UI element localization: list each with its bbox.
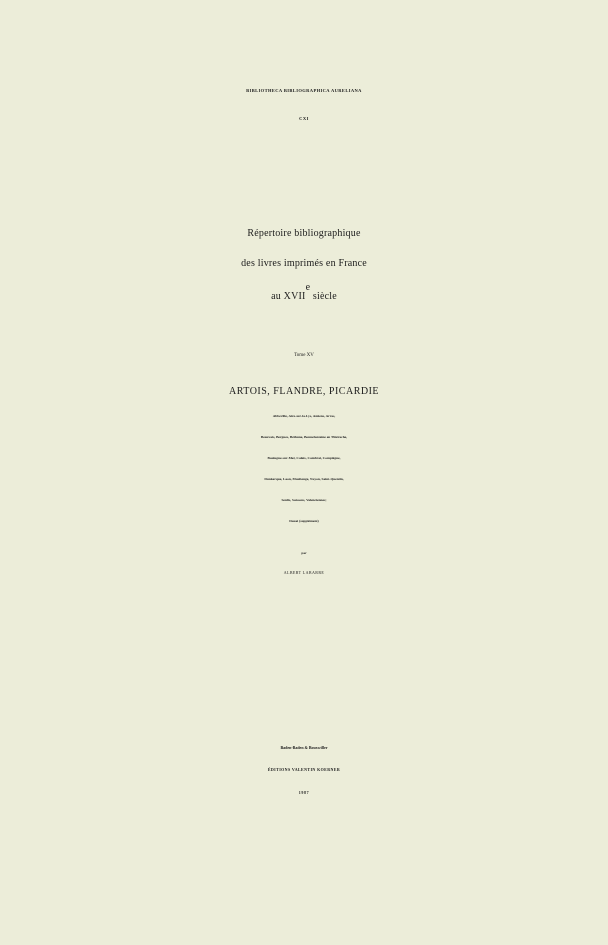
by-label: par: [301, 551, 307, 555]
book-title-line-1: Répertoire bibliographique: [247, 228, 361, 239]
series-title: BIBLIOTHECA BIBLIOGRAPHICA AURELIANA: [246, 88, 362, 93]
century-superscript: e: [305, 282, 311, 293]
series-volume-number: CXI: [299, 116, 309, 121]
city-list-line: Boulogne-sur-Mer, Calais, Cambrai, Compiègne,: [267, 456, 341, 460]
city-list-line: Abbeville, Aire-sur-la-Lys, Amiens, Arras,: [272, 414, 336, 418]
publication-year: 1987: [298, 790, 310, 795]
city-list-line: Beauvais, Bergues, Béthune, Bonnefontaine en Thiérache,: [260, 435, 348, 439]
publisher-name: ÉDITIONS VALENTIN KOERNER: [267, 767, 341, 772]
title-line-3-suffix: siècle: [310, 291, 337, 302]
publication-place: Baden-Baden & Bouxwiller: [280, 745, 328, 750]
book-title-line-3: [0, 282, 608, 302]
title-line-3-prefix: au XVII: [271, 291, 306, 302]
tome-label: Tome XV: [294, 353, 314, 358]
city-list-line: Dunkerque, Laon, Maubeuge, Noyon, Saint-Quentin,: [264, 477, 344, 481]
region-heading: ARTOIS, FLANDRE, PICARDIE: [228, 386, 380, 397]
author-name: ALBERT LABARRE: [283, 570, 325, 575]
city-list-line: Douai (supplément): [289, 519, 319, 523]
book-title-line-2: des livres imprimés en France: [241, 258, 367, 269]
city-list-line: Senlis, Soissons, Valenciennes;: [281, 498, 327, 502]
